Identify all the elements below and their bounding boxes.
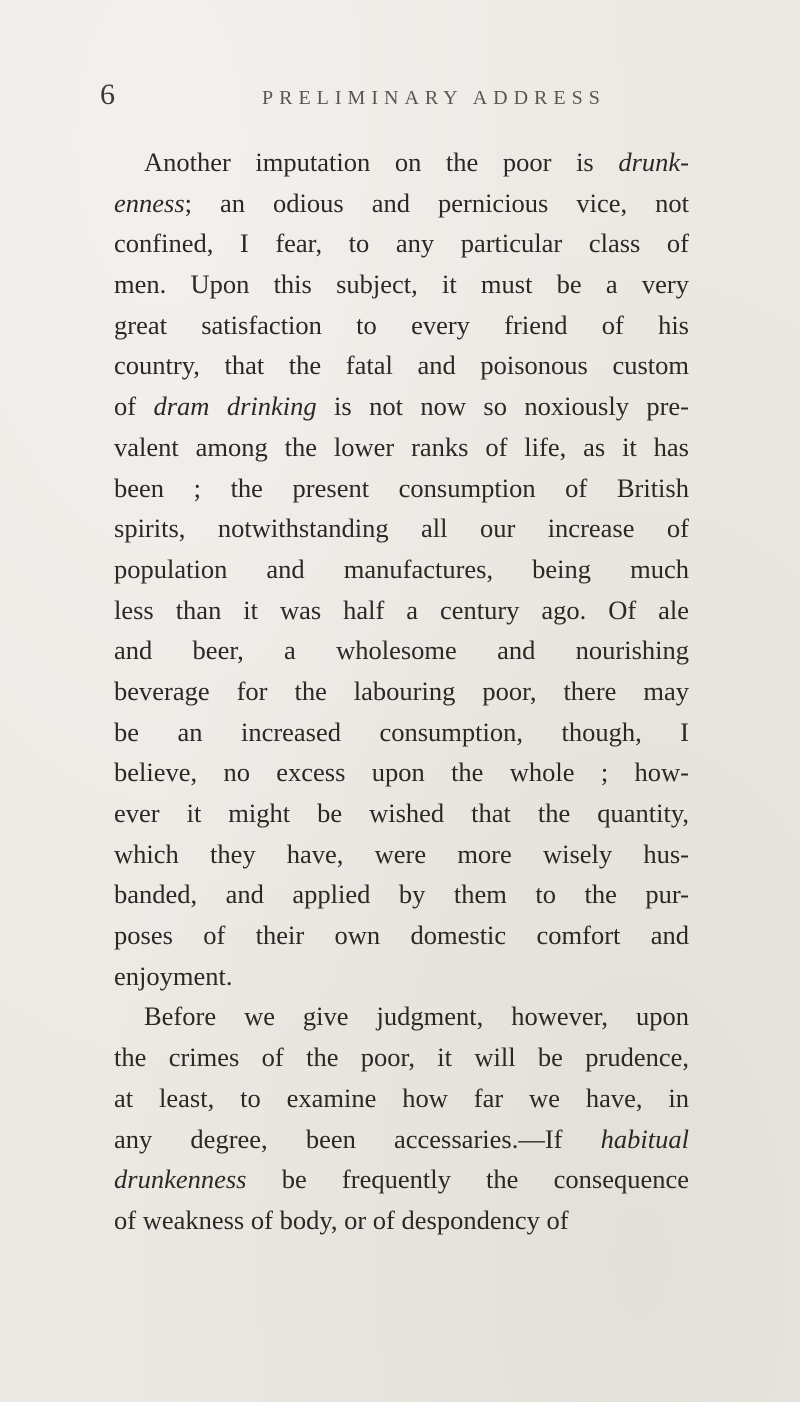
text-run: great satisfaction to every friend of his [114,309,689,340]
text-run: Before we give judgment, however, upon [144,1001,689,1032]
text-line [114,671,689,712]
text-line [114,1119,689,1160]
text-line [114,956,689,997]
text-run: less than it was half a century ago. Of ale [114,594,689,625]
body-text [114,142,689,1241]
text-run: ever it might be wished that the quantity, [114,798,689,828]
text-line [114,834,689,875]
text-line [114,223,689,264]
text-line [114,468,689,509]
text-run: population and manufactures, being much [114,553,689,584]
text-run: beverage for the labouring poor, there may [114,675,689,706]
italic-text: habitual [600,1123,689,1154]
text-line [114,427,689,468]
text-line [114,305,689,346]
text-run: at least, to examine how far we have, in [114,1082,689,1113]
text-run: spirits, notwithstanding all our increase of [114,513,689,544]
text-run: the crimes of the poor, it will be prudence, [114,1042,689,1073]
text-run: poses of their own domestic comfort and [114,920,689,951]
text-run: and beer, a wholesome and nourishing [114,635,689,666]
text-run: been ; the present consumption of British [114,472,689,503]
text-line [114,793,689,834]
running-head: PRELIMINARY ADDRESS [262,87,606,109]
text-line [114,752,689,793]
text-run: believe, no excess upon the whole ; how- [114,757,689,788]
text-run: which they have, were more wisely hus- [114,838,689,869]
text-run: enjoyment. [114,960,233,991]
text-run: any degree, been accessaries.—If [114,1123,601,1154]
text-run: confined, I fear, to any particular class of [114,228,689,259]
italic-text: dram drinking [153,391,317,422]
text-line [114,1078,689,1119]
text-line [114,345,689,386]
text-line [114,386,689,427]
italic-text: drunk- [618,147,689,177]
text-line [114,549,689,590]
text-run: of weakness of body, or of despondency of [114,1204,569,1235]
page-header [0,78,800,118]
text-run: Another imputation on the poor is [144,147,619,177]
page-number: 6 [100,78,115,111]
text-line [114,915,689,956]
italic-text: drunkenness [114,1164,247,1195]
text-run: be frequently the consequence [246,1164,689,1195]
text-run: of [114,391,154,422]
text-run: be an increased consumption, though, I [114,716,689,747]
text-line [114,874,689,915]
text-line [114,590,689,631]
text-run: is not now so noxiously pre- [316,391,690,422]
text-line [114,996,689,1037]
text-run: valent among the lower ranks of life, as it has [114,431,689,462]
text-run: banded, and applied by them to the pur- [114,879,689,910]
text-line [114,1159,689,1200]
text-run: ; an odious and pernicious vice, not [184,187,689,218]
italic-text: enness [114,187,185,218]
text-line [114,1200,689,1241]
text-line [114,712,689,753]
text-line [114,508,689,549]
text-line [114,183,689,224]
text-run: men. Upon this subject, it must be a very [114,269,689,300]
text-line [114,142,689,183]
text-line [114,630,689,671]
text-line [114,264,689,305]
text-line [114,1037,689,1078]
text-run: country, that the fatal and poisonous custom [114,350,689,381]
